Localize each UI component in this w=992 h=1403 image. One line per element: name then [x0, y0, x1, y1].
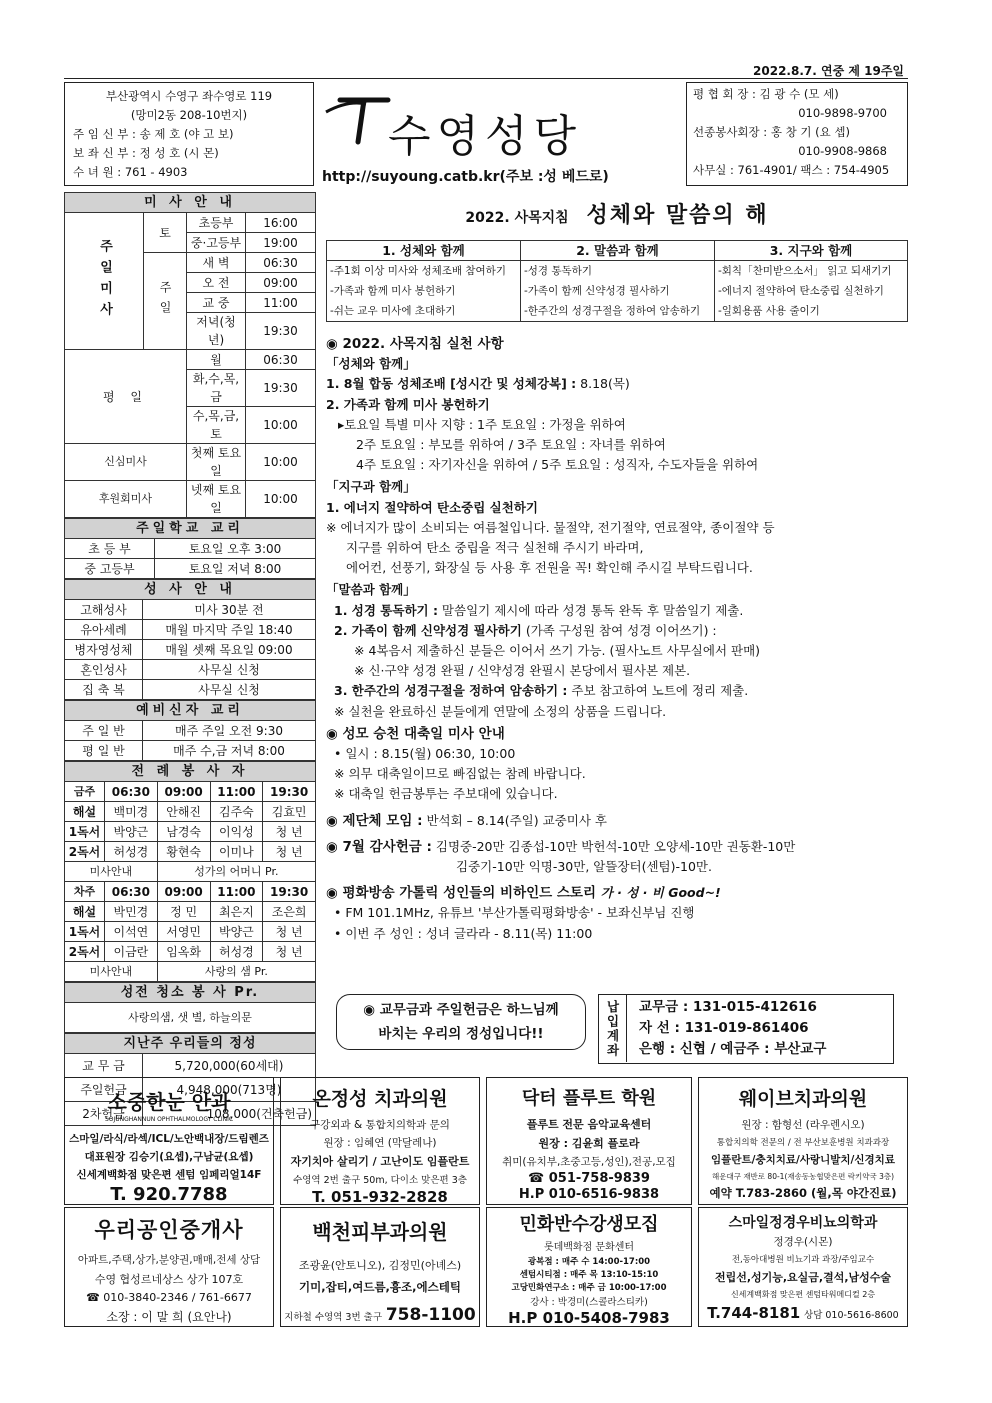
cleaning-title: 성전 청소 봉 사 Pr. [65, 983, 316, 1003]
ad-7-title: 스마일정경우비뇨의학과 [728, 1215, 878, 1231]
nw-r0-c2: 정 민 [157, 902, 210, 922]
ad-7-l2: 전,동아대병원 비뇨기과 과장/주임교수 [731, 1255, 875, 1265]
notice-h2: ◉ 성모 승천 대축일 미사 안내 [326, 725, 505, 742]
right-column [326, 194, 908, 944]
next-week-time-1: 09:00 [157, 882, 210, 902]
weekday-label: 평 일 [65, 350, 187, 444]
nw-r0-role: 해설 [65, 902, 105, 922]
ad-3-title: 웨이브치과의원 [738, 1088, 868, 1110]
tw-r0-c4: 김효민 [263, 802, 316, 822]
tw-r1-c1: 박양근 [105, 822, 158, 842]
ad-6-title: 민화반수강생모집 [519, 1214, 659, 1235]
parish-url[interactable]: http://suyoung.catb.kr [322, 169, 500, 185]
theme-table [326, 240, 908, 322]
notice-s1-1a: 1. 8월 합동 성체조배 [성시간 및 성체강복] : [326, 376, 577, 392]
ad-6-l5: 강사 : 박경미(스콜라스티카) [530, 1297, 648, 1308]
mass-table [64, 192, 316, 518]
address-line2: (망미2동 208-10번지) [130, 108, 248, 122]
tw-r0-role: 해설 [65, 802, 105, 822]
ad-urology[interactable] [698, 1207, 908, 1327]
nw-r1-c3: 박양근 [210, 922, 263, 942]
this-week-time-1: 09:00 [157, 782, 210, 802]
notice-h2-b: ※ 의무 대축일이므로 빠짐없는 참례 바랍니다. [334, 766, 586, 782]
this-week-time-3: 19:30 [263, 782, 316, 802]
notice-s3-2b: (가족 구성원 참여 성경 이어쓰기) : [521, 622, 717, 638]
tw-r1-c2: 남경숙 [157, 822, 210, 842]
offering-row-0-value: 5,720,000(60세대) [143, 1054, 316, 1078]
ad-0-sub: SOJUNGHANNUN OPHTHALMOLOGY CLINIC [104, 1116, 234, 1123]
parish-info [64, 82, 314, 186]
notice-s3-1a: 1. 성경 통독하기 : [334, 602, 438, 618]
sun-row-3-name: 저녁(청년) [187, 313, 246, 350]
theme-col-0-head: 1. 성체와 함께 [327, 241, 521, 261]
office-line: 사무실 : 761-4901/ 팩스 : 754-4905 [693, 163, 890, 177]
notice-h4c: 김중기-10만 익명-30만, 알뜰장터(센텀)-10만. [456, 859, 712, 875]
nw-r0-c1: 박민경 [105, 902, 158, 922]
ad-0-l2: 대표원장 김승기(요셉),구남균(요셉) [84, 1151, 254, 1163]
ad-6-l3: 센텀시티점 : 매주 목 13:10-15:10 [519, 1270, 659, 1280]
ad-1-l2: 원장 : 임혜연 (막달레나) [323, 1137, 437, 1149]
sacrament-row-4-name: 집 축 복 [65, 680, 143, 700]
tw-guide: 성가의 어머니 Pr. [157, 862, 315, 882]
ad-3-l1: 원장 : 함형선 (라우렌시오) [741, 1119, 865, 1131]
ad-7-l1: 정경우(시몬) [773, 1236, 833, 1248]
tithe-line2: 바치는 우리의 정성입니다!! [378, 1026, 544, 1042]
nw-guide-label: 미사안내 [65, 962, 158, 982]
ad-2-l4[interactable]: ☎ 051-758-9839 [528, 1171, 650, 1186]
notice-s2-b: 지구를 위하여 탄소 중립을 적극 실천해 주시기 바라며, [346, 540, 644, 556]
this-week-time-0: 06:30 [105, 782, 158, 802]
address-line1: 부산광역시 수영구 좌수영로 119 [105, 89, 273, 103]
notice-h1: ◉ 2022. 사목지침 실천 사항 [326, 336, 504, 352]
ad-4-l2: 수영 협성르네상스 상가 107호 [94, 1273, 244, 1286]
ad-wave-dental[interactable] [698, 1077, 908, 1205]
nw-r1-c2: 서영민 [157, 922, 210, 942]
tw-r2-role: 2독서 [65, 842, 105, 862]
notice-h4a: ◉ 7월 감사헌금 : [326, 838, 432, 855]
sat-row-1-time: 19:00 [246, 233, 316, 253]
top-rule [64, 78, 908, 79]
theme-title: 성체와 말씀의 해 [586, 203, 769, 228]
notice-h5-2: • 이번 주 성인 : 성녀 글라라 - 8.11(목) 11:00 [334, 925, 593, 941]
theme-col-2-item-2: -일회용품 사용 줄이기 [718, 305, 820, 317]
next-week-label: 차주 [65, 882, 105, 902]
ad-5-l4[interactable]: 758-1100 [385, 1305, 476, 1325]
parish-patron: (주보 :성 베드로) [499, 169, 609, 185]
sun-row-2-time: 11:00 [246, 293, 316, 313]
notice-s3-2a: 2. 가족이 함께 신약성경 필사하기 [334, 622, 522, 638]
tw-r2-c2: 황현숙 [157, 842, 210, 862]
ad-5-l2: 기미,잡티,여드름,흉조,에스테틱 [299, 1280, 461, 1294]
ad-minhwa-class[interactable] [486, 1207, 692, 1327]
school-row-0-name: 초 등 부 [65, 539, 155, 559]
tithe-message [336, 994, 586, 1050]
ad-1-l4: 수영역 2번 출구 50m, 다이소 맞은편 3층 [293, 1175, 467, 1186]
nw-r2-c1: 이금란 [105, 942, 158, 962]
ad-6-l2: 광복점 : 매주 수 14:00-17:00 [527, 1257, 651, 1267]
tw-r1-c3: 이익성 [210, 822, 263, 842]
offering-row-2-name: 2차헌금 [65, 1102, 143, 1126]
nw-r2-c3: 허성경 [210, 942, 263, 962]
catechumen-row-1-name: 평 일 반 [65, 741, 143, 761]
nw-r0-c4: 조은희 [263, 902, 316, 922]
extra-row-1-time: 10:00 [246, 481, 316, 518]
ad-6-l1: 롯데백화점 문화센터 [543, 1242, 635, 1253]
sacrament-row-3-value: 사무실 신청 [143, 660, 316, 680]
ad-realtor[interactable] [64, 1207, 274, 1327]
mission-phone: 010-9908-9868 [798, 144, 887, 158]
sun-row-2-name: 교 중 [187, 293, 246, 313]
ad-4-l4: 소장 : 이 말 희 (요안나) [106, 1310, 232, 1324]
sat-row-1-name: 중·고등부 [187, 233, 246, 253]
tw-r2-c3: 이미나 [210, 842, 263, 862]
ad-7-l3: 전립선,성기능,요실금,결석,남성수술 [714, 1271, 892, 1284]
sacrament-row-0-name: 고해성사 [65, 600, 143, 620]
account-line3: 은행 : 신협 / 예금주 : 부산교구 [639, 1041, 827, 1057]
theme-col-0-item-0: -주1회 이상 미사와 성체조배 참여하기 [330, 265, 506, 277]
theme-col-1-item-2: -한주간의 성경구절을 정하여 암송하기 [524, 305, 701, 317]
sun-row-0-name: 새 벽 [187, 253, 246, 273]
weekday-row-1-time: 19:30 [246, 370, 316, 407]
notice-s3-2d: ※ 신·구약 성경 완필 / 신약성경 완필시 본당에서 필사본 제본. [354, 663, 691, 679]
cleaning-text: 사랑의샘, 샛 별, 하늘의문 [65, 1003, 316, 1033]
this-week-time-2: 11:00 [210, 782, 263, 802]
notice-s1-2b: 2주 토요일 : 부모를 위하여 / 3주 토요일 : 자녀를 위하여 [356, 437, 666, 453]
notice-s1-2a: ▸토요일 특별 미사 지향 : 1주 토요일 : 가정을 위하여 [338, 416, 626, 432]
nw-r0-c3: 최은지 [210, 902, 263, 922]
tw-r0-c1: 백미경 [105, 802, 158, 822]
notice-h2-a: • 일시 : 8.15(월) 06:30, 10:00 [334, 746, 516, 762]
theme-col-1-item-1: -가족이 함께 신약성경 필사하기 [524, 285, 670, 297]
nw-guide: 사랑의 샘 Pr. [157, 962, 315, 982]
sacrament-row-4-value: 사무실 신청 [143, 680, 316, 700]
ad-3-l5[interactable]: 예약 T.783-2860 (월,목 야간진료) [709, 1186, 897, 1200]
sacrament-row-1-name: 유아세례 [65, 620, 143, 640]
left-column [64, 192, 316, 1126]
nw-r2-c2: 임옥화 [157, 942, 210, 962]
extra-row-0-time: 10:00 [246, 444, 316, 481]
notice-s1-2c: 4주 토요일 : 자기자신을 위하여 / 5주 토요일 : 성직자, 수도자들을 위하여 [356, 457, 759, 473]
weekday-row-0-name: 월 [187, 350, 246, 370]
theme-col-2-item-1: -에너지 절약하여 탄소중립 실천하기 [718, 285, 884, 297]
catechumen-table [64, 700, 316, 761]
nw-r1-c1: 이석연 [105, 922, 158, 942]
catechumen-row-0-name: 주 일 반 [65, 721, 143, 741]
notice-s2-c: 에어컨, 선풍기, 화장실 등 사용 후 전원을 꼭! 확인해 주시길 부탁드립니다. [346, 560, 753, 576]
notice-s3-2c: ※ 4복음서 제출하신 분들은 이어서 쓰기 가능. (필사노트 사무실에서 판매) [354, 643, 761, 659]
offering-row-2-value: 108,000(건축헌금) [143, 1102, 316, 1126]
ad-2-l3: 취미(유치부,초중고등,성인),전공,모집 [502, 1156, 676, 1168]
tw-guide-label: 미사안내 [65, 862, 158, 882]
notice-h2-c: ※ 대축일 헌금봉투는 주보대에 있습니다. [334, 786, 558, 802]
ad-5-l1: 조광윤(안토니오), 김정민(아녜스) [298, 1259, 462, 1272]
ad-flute-academy[interactable] [486, 1077, 692, 1205]
cleaning-table [64, 982, 316, 1033]
tithe-line1: ◉ 교무금과 주일헌금은 하느님께 [363, 1002, 559, 1018]
notice-s1-2: 2. 가족과 함께 미사 봉헌하기 [326, 396, 490, 412]
weekday-row-0-time: 06:30 [246, 350, 316, 370]
tw-r0-c2: 안해진 [157, 802, 210, 822]
tw-r2-c4: 청 년 [263, 842, 316, 862]
notice-s3-4: ※ 실천을 완료하신 분들에게 연말에 소정의 상품을 드립니다. [334, 703, 667, 719]
weekday-row-2-name: 수,목,금,토 [187, 407, 246, 444]
notice-s3-3a: 3. 한주간의 성경구절을 정하여 암송하기 : [334, 683, 568, 699]
ad-3-l2: 통합치의학 전문의 / 전 부산보훈병원 치과과장 [716, 1138, 890, 1148]
ad-2-l2: 원장 : 김윤희 플로라 [538, 1137, 640, 1150]
mass-title: 미 사 안 내 [65, 193, 316, 213]
council-line: 평 협 회 장 : 김 광 수 (모 세) [693, 87, 839, 101]
ad-1-title: 온정성 치과의원 [312, 1088, 448, 1110]
notice-h5a: ◉ 평화방송 가톨릭 성인들의 비하인드 스토리 [326, 885, 601, 902]
school-row-1-name: 중 고등부 [65, 559, 155, 579]
offering-row-1-value: 4,948,000(713명) [143, 1078, 316, 1102]
next-week-time-2: 11:00 [210, 882, 263, 902]
nw-r1-role: 1독서 [65, 922, 105, 942]
notice-h4b: 김명중-20만 김종섭-10만 박헌석-10만 오양세-10만 권동환-10만 [431, 838, 796, 854]
notice-s3-1b: 말씀일기 제시에 따라 성경 통독 완독 후 말씀일기 제출. [437, 602, 744, 618]
ad-dental-clinic[interactable] [280, 1077, 480, 1205]
sun-row-1-time: 09:00 [246, 273, 316, 293]
notice-s1: 「성체와 함께」 [326, 356, 416, 372]
tw-r0-c3: 김주숙 [210, 802, 263, 822]
ad-7-l4: 신세계백화점 맞은편 센텀타워메디컬 2층 [730, 1290, 876, 1299]
notice-s3-3b: 주보 참고하여 노트에 정리 제출. [567, 683, 749, 699]
ad-1-l5[interactable]: T. 051-932-2828 [312, 1188, 448, 1205]
assistant-line: 보 좌 신 부 : 정 성 호 (시 몬) [73, 146, 219, 160]
ad-7-l5[interactable]: T.744-8181 [707, 1304, 801, 1322]
contact-info [686, 82, 908, 186]
theme-col-1-head: 2. 말씀과 함께 [521, 241, 715, 261]
this-week-label: 금주 [65, 782, 105, 802]
ad-4-title: 우리공인중개사 [94, 1218, 244, 1242]
next-week-time-0: 06:30 [105, 882, 158, 902]
offering-row-1-name: 주일헌금 [65, 1078, 143, 1102]
nw-r2-role: 2독서 [65, 942, 105, 962]
parish-title: 수영성당 [388, 111, 583, 162]
ad-2-title: 닥터 플루트 학원 [521, 1088, 657, 1109]
extra-row-0-when: 첫째 토요일 [187, 444, 246, 481]
offering-title: 지난주 우리들의 정성 [65, 1034, 316, 1054]
ad-2-l5[interactable]: H.P 010-6516-9838 [518, 1187, 660, 1202]
sun-row-1-name: 오 전 [187, 273, 246, 293]
ad-0-l1: 스마일/라식/라섹/ICL/노안백내장/드림렌즈 [69, 1133, 269, 1145]
extra-row-1-when: 넷째 토요일 [187, 481, 246, 518]
nw-r1-c4: 청 년 [263, 922, 316, 942]
sister-line: 수 녀 원 : 761 - 4903 [73, 165, 188, 179]
sacrament-row-1-value: 매월 마지막 주일 18:40 [143, 620, 316, 640]
ad-dermatology[interactable] [280, 1207, 480, 1327]
school-row-0-time: 토요일 오후 3:00 [155, 539, 316, 559]
notice-s2-1: 1. 에너지 절약하여 탄소중립 실천하기 [326, 499, 538, 515]
mission-line: 선종봉사회장 : 홍 창 기 (요 셉) [693, 125, 850, 139]
ad-2-l1: 플루트 전문 음악교육센터 [526, 1118, 652, 1131]
council-phone: 010-9898-9700 [798, 106, 887, 120]
weekday-row-2-time: 10:00 [246, 407, 316, 444]
tw-r2-c1: 허성경 [105, 842, 158, 862]
ad-7-l6[interactable]: 상담 010-5616-8600 [804, 1310, 899, 1321]
ad-5-l3: 지하철 수영역 3번 출구 [284, 1312, 382, 1323]
sacrament-title: 성 사 안 내 [65, 580, 316, 600]
notice-body [326, 334, 908, 944]
notice-h3b: 반석회 – 8.14(주일) 교중미사 후 [422, 812, 607, 828]
school-row-1-time: 토요일 저녁 8:00 [155, 559, 316, 579]
ad-0-title: 소중한눈 안과 [107, 1090, 231, 1114]
extra-row-1-name: 후원회미사 [65, 481, 187, 518]
sacrament-row-0-value: 미사 30분 전 [143, 600, 316, 620]
notice-h5b: 가 · 성 · 비 Good~! [600, 885, 721, 901]
sun-row-3-time: 19:30 [246, 313, 316, 350]
tw-r1-c4: 청 년 [263, 822, 316, 842]
sat-row-0-name: 초등부 [187, 213, 246, 233]
nw-r2-c4: 청 년 [263, 942, 316, 962]
ad-0-l4[interactable]: T. 920.7788 [110, 1184, 228, 1205]
theme-col-0-item-2: -쉬는 교우 미사에 초대하기 [330, 305, 456, 317]
pastor-line: 주 임 신 부 : 송 제 호 (야 고 보) [73, 127, 234, 141]
ad-3-l4: 해운대구 재반로 80-1(재송동농협맞은편 락키약국 3층) [711, 1172, 895, 1181]
servers-title: 전 례 봉 사 자 [65, 762, 316, 782]
sacrament-table [64, 579, 316, 700]
theme-year: 2022. 사목지침 [465, 210, 569, 226]
ad-3-l3: 임플란트/충치치료/사랑니발치/신경치료 [711, 1154, 895, 1166]
ad-5-title: 백천피부과의원 [312, 1220, 448, 1244]
sun-row-0-time: 06:30 [246, 253, 316, 273]
ad-4-l3[interactable]: ☎ 010-3840-2346 / 761-6677 [86, 1291, 252, 1304]
notice-s2: 「지구과 함께」 [326, 479, 416, 495]
sacrament-row-2-name: 병자영성체 [65, 640, 143, 660]
ad-6-l6[interactable]: H.P 010-5408-7983 [508, 1309, 670, 1327]
sunday-label: 주일 [144, 253, 187, 350]
school-table [64, 518, 316, 579]
servers-table [64, 761, 316, 982]
ad-1-l3: 자기치아 살리기 / 고난이도 임플란트 [290, 1155, 470, 1168]
ad-6-l4: 고당민화연구소 : 매주 금 10:00-17:00 [511, 1283, 667, 1293]
ad-4-l1: 아파트,주택,상가,분양권,매매,전세 상담 [77, 1254, 261, 1266]
ad-0-l3: 신세계백화점 맞은편 센텀 임페리얼14F [76, 1169, 262, 1181]
ad-eye-clinic[interactable] [64, 1077, 274, 1205]
school-title: 주일학교 교리 [65, 519, 316, 539]
masthead [318, 82, 684, 186]
sat-row-0-time: 16:00 [246, 213, 316, 233]
next-week-time-3: 19:30 [263, 882, 316, 902]
notice-s1-1b: 8.18(목) [576, 376, 630, 392]
notice-h3a: ◉ 제단체 모임 : [326, 812, 423, 829]
issue-date: 2022.8.7. 연중 제 19주일 [753, 64, 904, 78]
sacrament-row-2-value: 매월 셋째 목요일 09:00 [143, 640, 316, 660]
extra-row-0-name: 신심미사 [65, 444, 187, 481]
catechumen-title: 예비신자 교리 [65, 701, 316, 721]
notice-s2-a: ※ 에너지가 많이 소비되는 여름철입니다. 물절약, 전기절약, 연료절약, 종이절약 등 [326, 519, 775, 535]
notice-h5-1: • FM 101.1MHz, 유튜브 '부산가톨릭평화방송' - 보좌신부님 진행 [334, 905, 695, 921]
account-line1: 교무금 : 131-015-412616 [639, 999, 817, 1015]
sacrament-row-3-name: 혼인성사 [65, 660, 143, 680]
catechumen-row-0-time: 매주 주일 오전 9:30 [143, 721, 316, 741]
catechumen-row-1-time: 매주 수,금 저녁 8:00 [143, 741, 316, 761]
theme-col-1-item-0: -성경 통독하기 [524, 265, 592, 277]
weekday-row-1-name: 화,수,목,금 [187, 370, 246, 407]
theme-col-2-item-0: -회칙「찬미받으소서」 읽고 되새기기 [718, 265, 892, 277]
tw-r1-role: 1독서 [65, 822, 105, 842]
sunday-mass-label: 주일미사 [65, 213, 144, 350]
offering-row-0-name: 교 무 금 [65, 1054, 143, 1078]
saturday-label: 토 [144, 213, 187, 253]
ad-1-l1: 구강외과 & 통합치의학과 문의 [310, 1119, 450, 1131]
account-label: 납입계좌 [599, 995, 627, 1062]
theme-col-0-item-1: -가족과 함께 미사 봉헌하기 [330, 285, 456, 297]
theme-col-2-head: 3. 지구와 함께 [715, 241, 908, 261]
notice-s3: 「말씀과 함께」 [326, 582, 416, 598]
account-box [598, 994, 894, 1064]
account-line2: 자 선 : 131-019-861406 [639, 1020, 809, 1036]
